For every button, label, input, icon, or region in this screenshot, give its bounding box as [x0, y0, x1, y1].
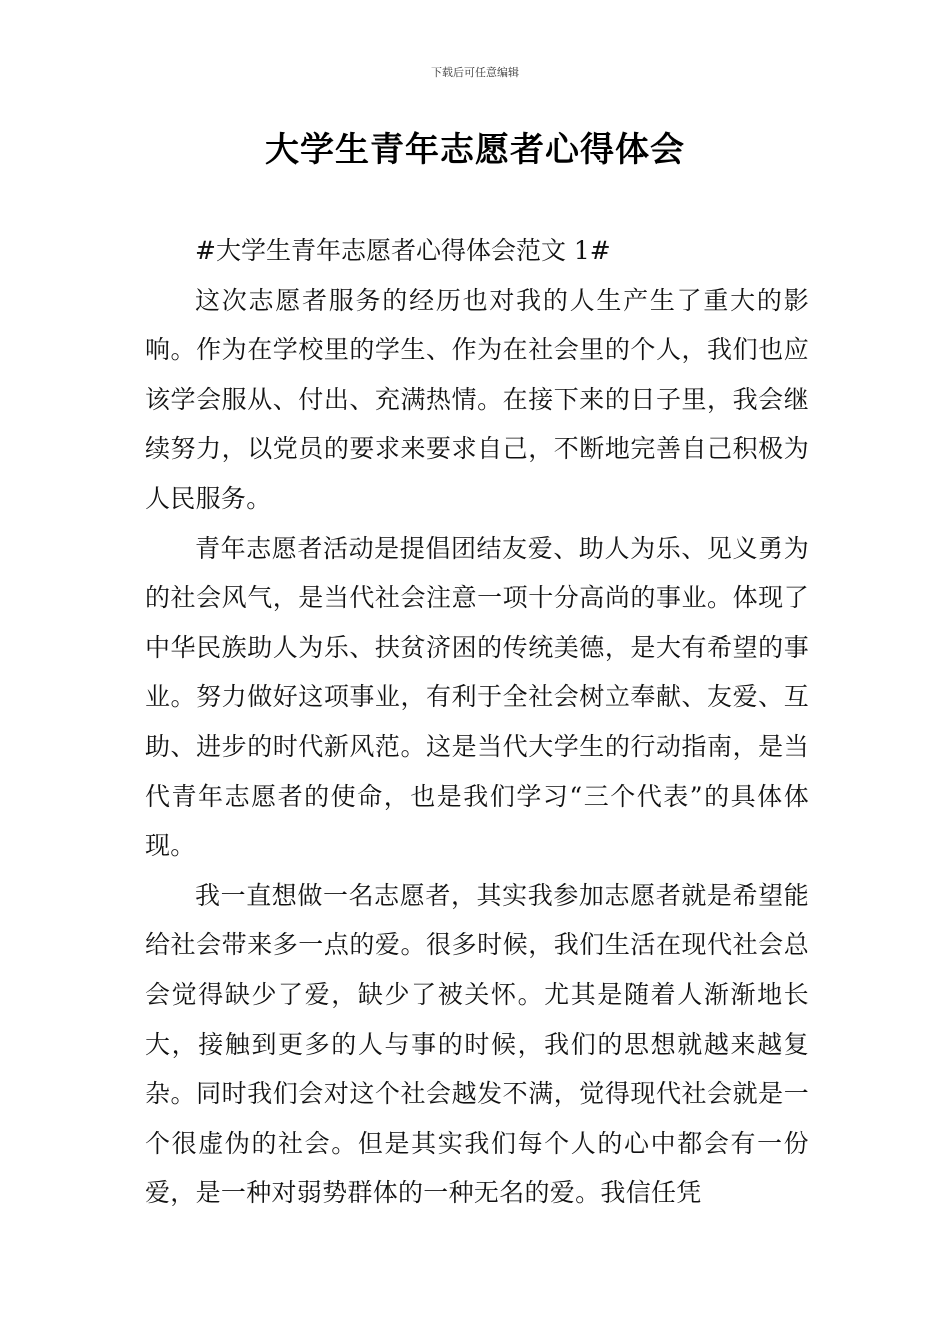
document-title: 大学生青年志愿者心得体会 — [265, 130, 685, 170]
paragraph-2: 青年志愿者活动是提倡团结友爱、助人为乐、见义勇为的社会风气，是当代社会注意一项十分高尚的事业。体现了中华民族助人为乐、扶贫济困的传统美德，是大有希望的事业。努力做好这项事业，有利于全社会树立奉献、友爱、互助、进步的时代新风范。这是当代大学生的行动指南，是当代青年志愿者的使命，也是我们学习“三个代表”的具体体现。 — [145, 533, 809, 861]
section-subheading: #大学生青年志愿者心得体会范文 1# — [195, 236, 611, 265]
paragraph-3: 我一直想做一名志愿者，其实我参加志愿者就是希望能给社会带来多一点的爱。很多时候，我们生活在现代社会总会觉得缺少了爱，缺少了被关怀。尤其是随着人渐渐地长大，接触到更多的人与事的时候，我们的思想就越来越复杂。同时我们会对这个社会越发不满，觉得现代社会就是一个很虚伪的社会。但是其实我们每个人的心中都会有一份爱，是一种对弱势群体的一种无名的爱。我信任凭 — [145, 880, 809, 1208]
document-body — [145, 226, 809, 1218]
header-note: 下载后可任意编辑 — [431, 66, 519, 79]
paragraph-1: 这次志愿者服务的经历也对我的人生产生了重大的影响。作为在学校里的学生、作为在社会里的个人，我们也应该学会服从、付出、充满热情。在接下来的日子里，我会继续努力，以党员的要求来要求自己，不断地完善自己积极为人民服务。 — [145, 285, 809, 513]
